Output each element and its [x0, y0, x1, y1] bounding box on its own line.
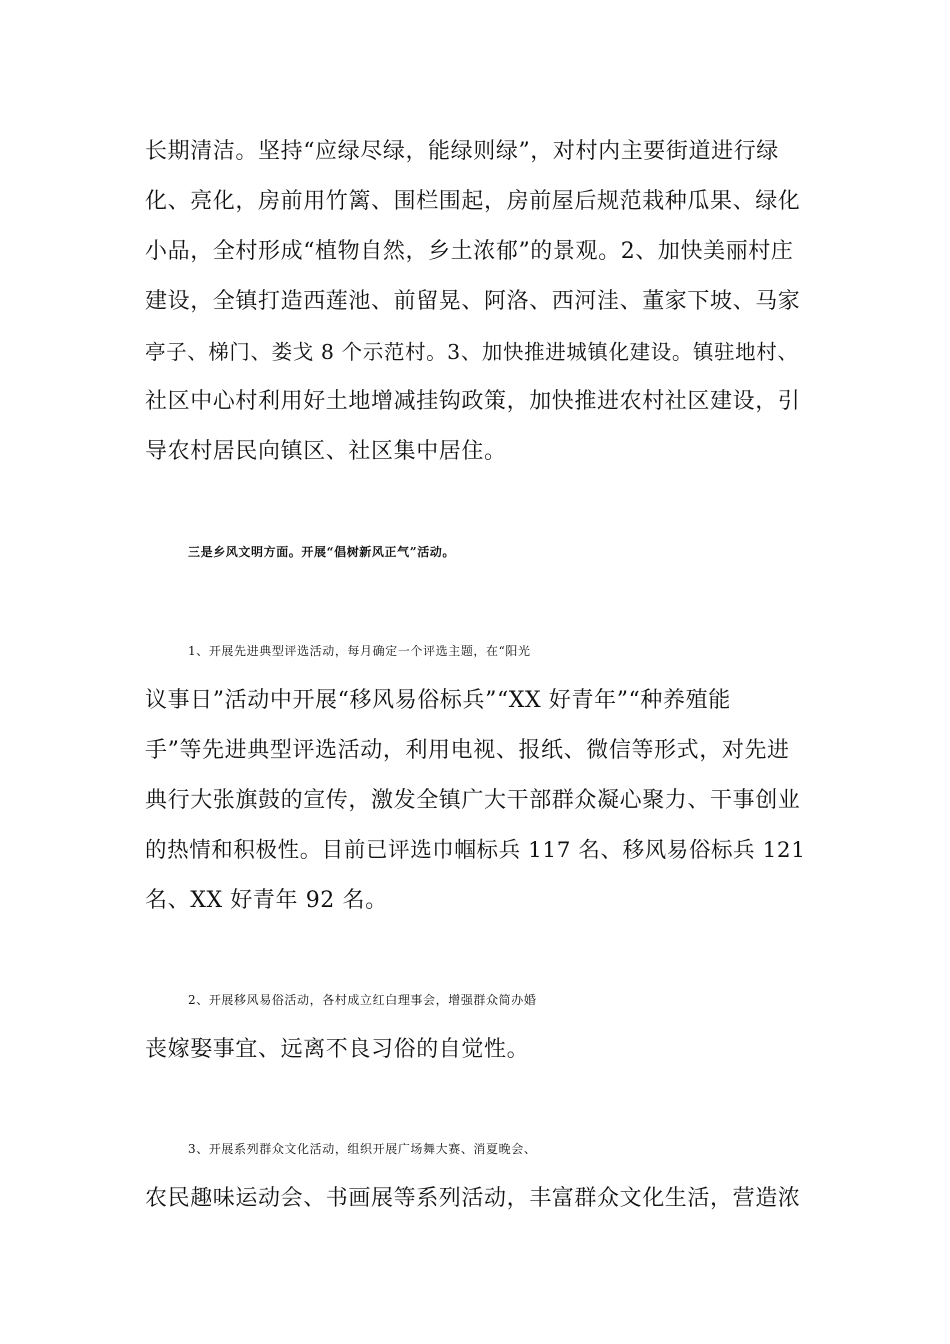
item-1-line-5: 的热情和积极性。目前已评选巾帼标兵 117 名、移风易俗标兵 121	[145, 838, 806, 863]
item-2-line-2: 丧嫁娶事宜、远离不良习俗的自觉性。	[145, 1037, 530, 1062]
item-3-line-1: 3、开展系列群众文化活动，组织开展广场舞大赛、消夏晚会、	[188, 1142, 537, 1156]
paragraph-1-line-1: 长期清洁。坚持“应绿尽绿，能绿则绿”，对村内主要街道进行绿	[145, 139, 779, 164]
item-3-line-2: 农民趣味运动会、书画展等系列活动，丰富群众文化生活，营造浓	[145, 1186, 801, 1211]
paragraph-1-line-6: 社区中心村利用好土地增减挂钩政策，加快推进农村社区建设，引	[145, 389, 801, 414]
paragraph-1-line-3: 小品，全村形成“植物自然，乡土浓郁”的景观。2、加快美丽村庄	[145, 239, 794, 264]
paragraph-1-line-2: 化、亮化，房前用竹篱、围栏围起，房前屋后规范栽种瓜果、绿化	[145, 189, 801, 214]
item-1-line-6: 名、XX 好青年 92 名。	[145, 888, 388, 913]
item-1-line-1: 1、开展先进典型评选活动，每月确定一个评选主题，在“阳光	[188, 644, 531, 658]
paragraph-1-line-7: 导农村居民向镇区、社区集中居住。	[145, 439, 507, 464]
paragraph-1-line-5: 亭子、梯门、娄戈 8 个示范村。3、加快推进城镇化建设。镇驻地村、	[145, 340, 799, 364]
item-1-line-4: 典行大张旗鼓的宣传，激发全镇广大干部群众凝心聚力、干事创业	[145, 788, 801, 813]
item-1-line-2: 议事日”活动中开展“移风易俗标兵”“XX 好青年”“种养殖能	[145, 688, 731, 713]
paragraph-1-line-4: 建设，全镇打造西莲池、前留晃、阿洛、西河洼、董家下坡、马家	[145, 289, 801, 314]
item-1-line-3: 手”等先进典型评选活动，利用电视、报纸、微信等形式，对先进	[145, 738, 790, 763]
item-2-line-1: 2、开展移风易俗活动，各村成立红白理事会，增强群众简办婚	[188, 993, 537, 1007]
section-heading: 三是乡风文明方面。开展“倡树新风正气”活动。	[188, 545, 456, 559]
